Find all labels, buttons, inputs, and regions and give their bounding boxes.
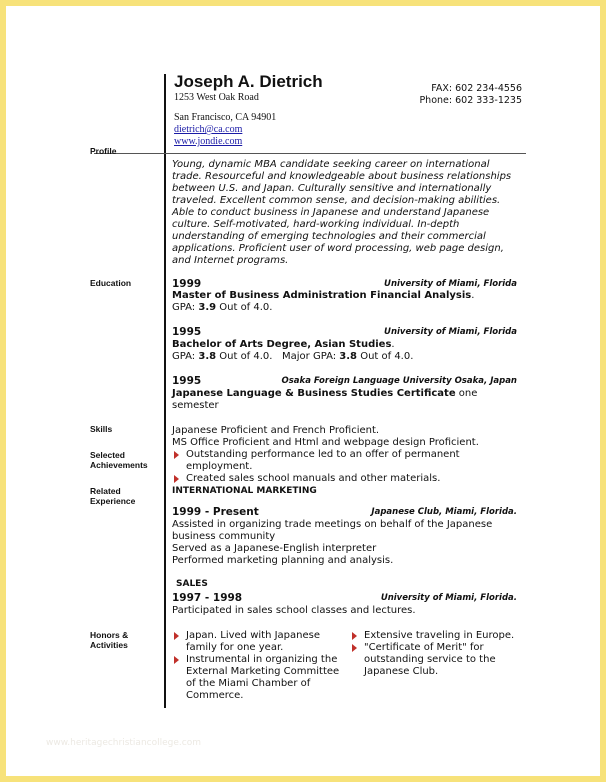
education-degree <box>172 339 395 350</box>
education-org: University of Miami, Florida <box>384 279 517 289</box>
profile-text: Young, dynamic MBA candidate seeking career on international trade. Resourceful and knowledgeable about business relationships between U.S. and Japan. Culturally sensitive and internationally traveled. Excellent common sense, and decision-making abilities. Able to conduct business in Japanese and understand Japanese culture. Self-motivated, hard-working individual. In-depth understanding of emerging technologies and their commercial applications. Proficient user of word processing, web page design, and Internet programs. <box>172 159 512 266</box>
label-line: Honors & <box>90 630 129 640</box>
watermark: www.heritagechristiancollege.com <box>46 738 201 748</box>
label-line: Selected <box>90 450 125 460</box>
degree-name: Bachelor of Arts Degree, Asian Studies <box>172 339 392 350</box>
achievement-item: Outstanding performance led to an offer of permanent employment. <box>172 449 476 473</box>
label-related-experience <box>90 486 135 506</box>
degree-suffix: one <box>455 388 478 399</box>
experience-line: Assisted in organizing trade meetings on behalf of the Japanese <box>172 519 493 530</box>
experience-line: business community <box>172 531 276 542</box>
phone-number: Phone: 602 333-1235 <box>419 95 522 106</box>
education-extra: semester <box>172 400 219 411</box>
skill-item: MS Office Proficient and Html and webpage design Proficient. <box>172 437 479 448</box>
education-gpa <box>172 302 272 314</box>
experience-line: Performed marketing planning and analysis. <box>172 555 394 566</box>
label-line: Activities <box>90 640 128 650</box>
label-selected-achievements <box>90 450 148 470</box>
website-link[interactable]: www.jondie.com <box>174 136 243 147</box>
gpa-value: 3.9 <box>198 302 217 313</box>
degree-suffix: . <box>391 339 395 350</box>
gpa-value: 3.8 <box>339 351 358 362</box>
gpa-part: Out of 4.0. Major GPA: <box>216 351 340 362</box>
education-gpa <box>172 351 413 363</box>
honors-list-left <box>172 630 352 702</box>
experience-heading: INTERNATIONAL MARKETING <box>172 486 317 496</box>
skill-item: Japanese Proficient and French Proficient. <box>172 425 380 436</box>
experience-line: Participated in sales school classes and lectures. <box>172 605 416 616</box>
gpa-part: GPA: <box>172 351 199 362</box>
skills-list <box>172 425 479 449</box>
experience-line: Served as a Japanese-English interpreter <box>172 543 377 554</box>
address-line-1: 1253 West Oak Road <box>174 92 259 103</box>
candidate-name: Joseph A. Dietrich <box>174 72 323 91</box>
education-degree <box>172 388 477 399</box>
achievements-list <box>172 449 502 485</box>
label-profile: Profile <box>90 146 117 156</box>
honor-item: "Certificate of Merit" for outstanding service to the Japanese Club. <box>350 642 514 678</box>
gpa-value: 3.8 <box>198 351 217 362</box>
education-year: 1995 <box>172 326 202 338</box>
label-line: Experience <box>90 496 136 506</box>
achievement-item: Created sales school manuals and other materials. <box>172 473 502 485</box>
education-org: University of Miami, Florida <box>384 327 517 337</box>
education-year: 1995 <box>172 375 202 387</box>
label-line: Related <box>90 486 121 496</box>
experience-heading: SALES <box>176 579 208 589</box>
honor-item: Extensive traveling in Europe. <box>350 630 522 642</box>
experience-org: Japanese Club, Miami, Florida. <box>371 507 517 517</box>
honor-item: Instrumental in organizing the External Marketing Committee of the Miami Chamber of Commerce. <box>172 654 342 702</box>
vertical-rule <box>164 74 166 708</box>
label-skills: Skills <box>90 424 113 434</box>
label-honors-activities <box>90 630 128 650</box>
experience-period: 1999 - Present <box>172 506 259 518</box>
degree-name: Japanese Language & Business Studies Certificate <box>172 388 456 399</box>
label-education: Education <box>90 278 132 288</box>
header-rule <box>94 153 526 154</box>
resume-page <box>6 6 600 776</box>
address-line-2: San Francisco, CA 94901 <box>174 112 277 123</box>
email-link[interactable]: dietrich@ca.com <box>174 124 243 135</box>
experience-lines <box>172 519 492 567</box>
experience-period: 1997 - 1998 <box>172 592 243 604</box>
experience-org: University of Miami, Florida. <box>380 593 517 603</box>
education-degree <box>172 290 474 301</box>
degree-name: Master of Business Administration Financial Analysis <box>172 290 472 301</box>
honors-list-right <box>350 630 522 678</box>
gpa-part: Out of 4.0. <box>216 302 273 313</box>
label-line: Achievements <box>90 460 148 470</box>
education-year: 1999 <box>172 278 202 290</box>
honor-item: Japan. Lived with Japanese family for one year. <box>172 630 336 654</box>
gpa-part: GPA: <box>172 302 199 313</box>
degree-suffix: . <box>471 290 475 301</box>
fax-number: FAX: 602 234-4556 <box>431 83 522 94</box>
gpa-part: Out of 4.0. <box>357 351 414 362</box>
education-org: Osaka Foreign Language University Osaka, Japan <box>281 376 517 386</box>
